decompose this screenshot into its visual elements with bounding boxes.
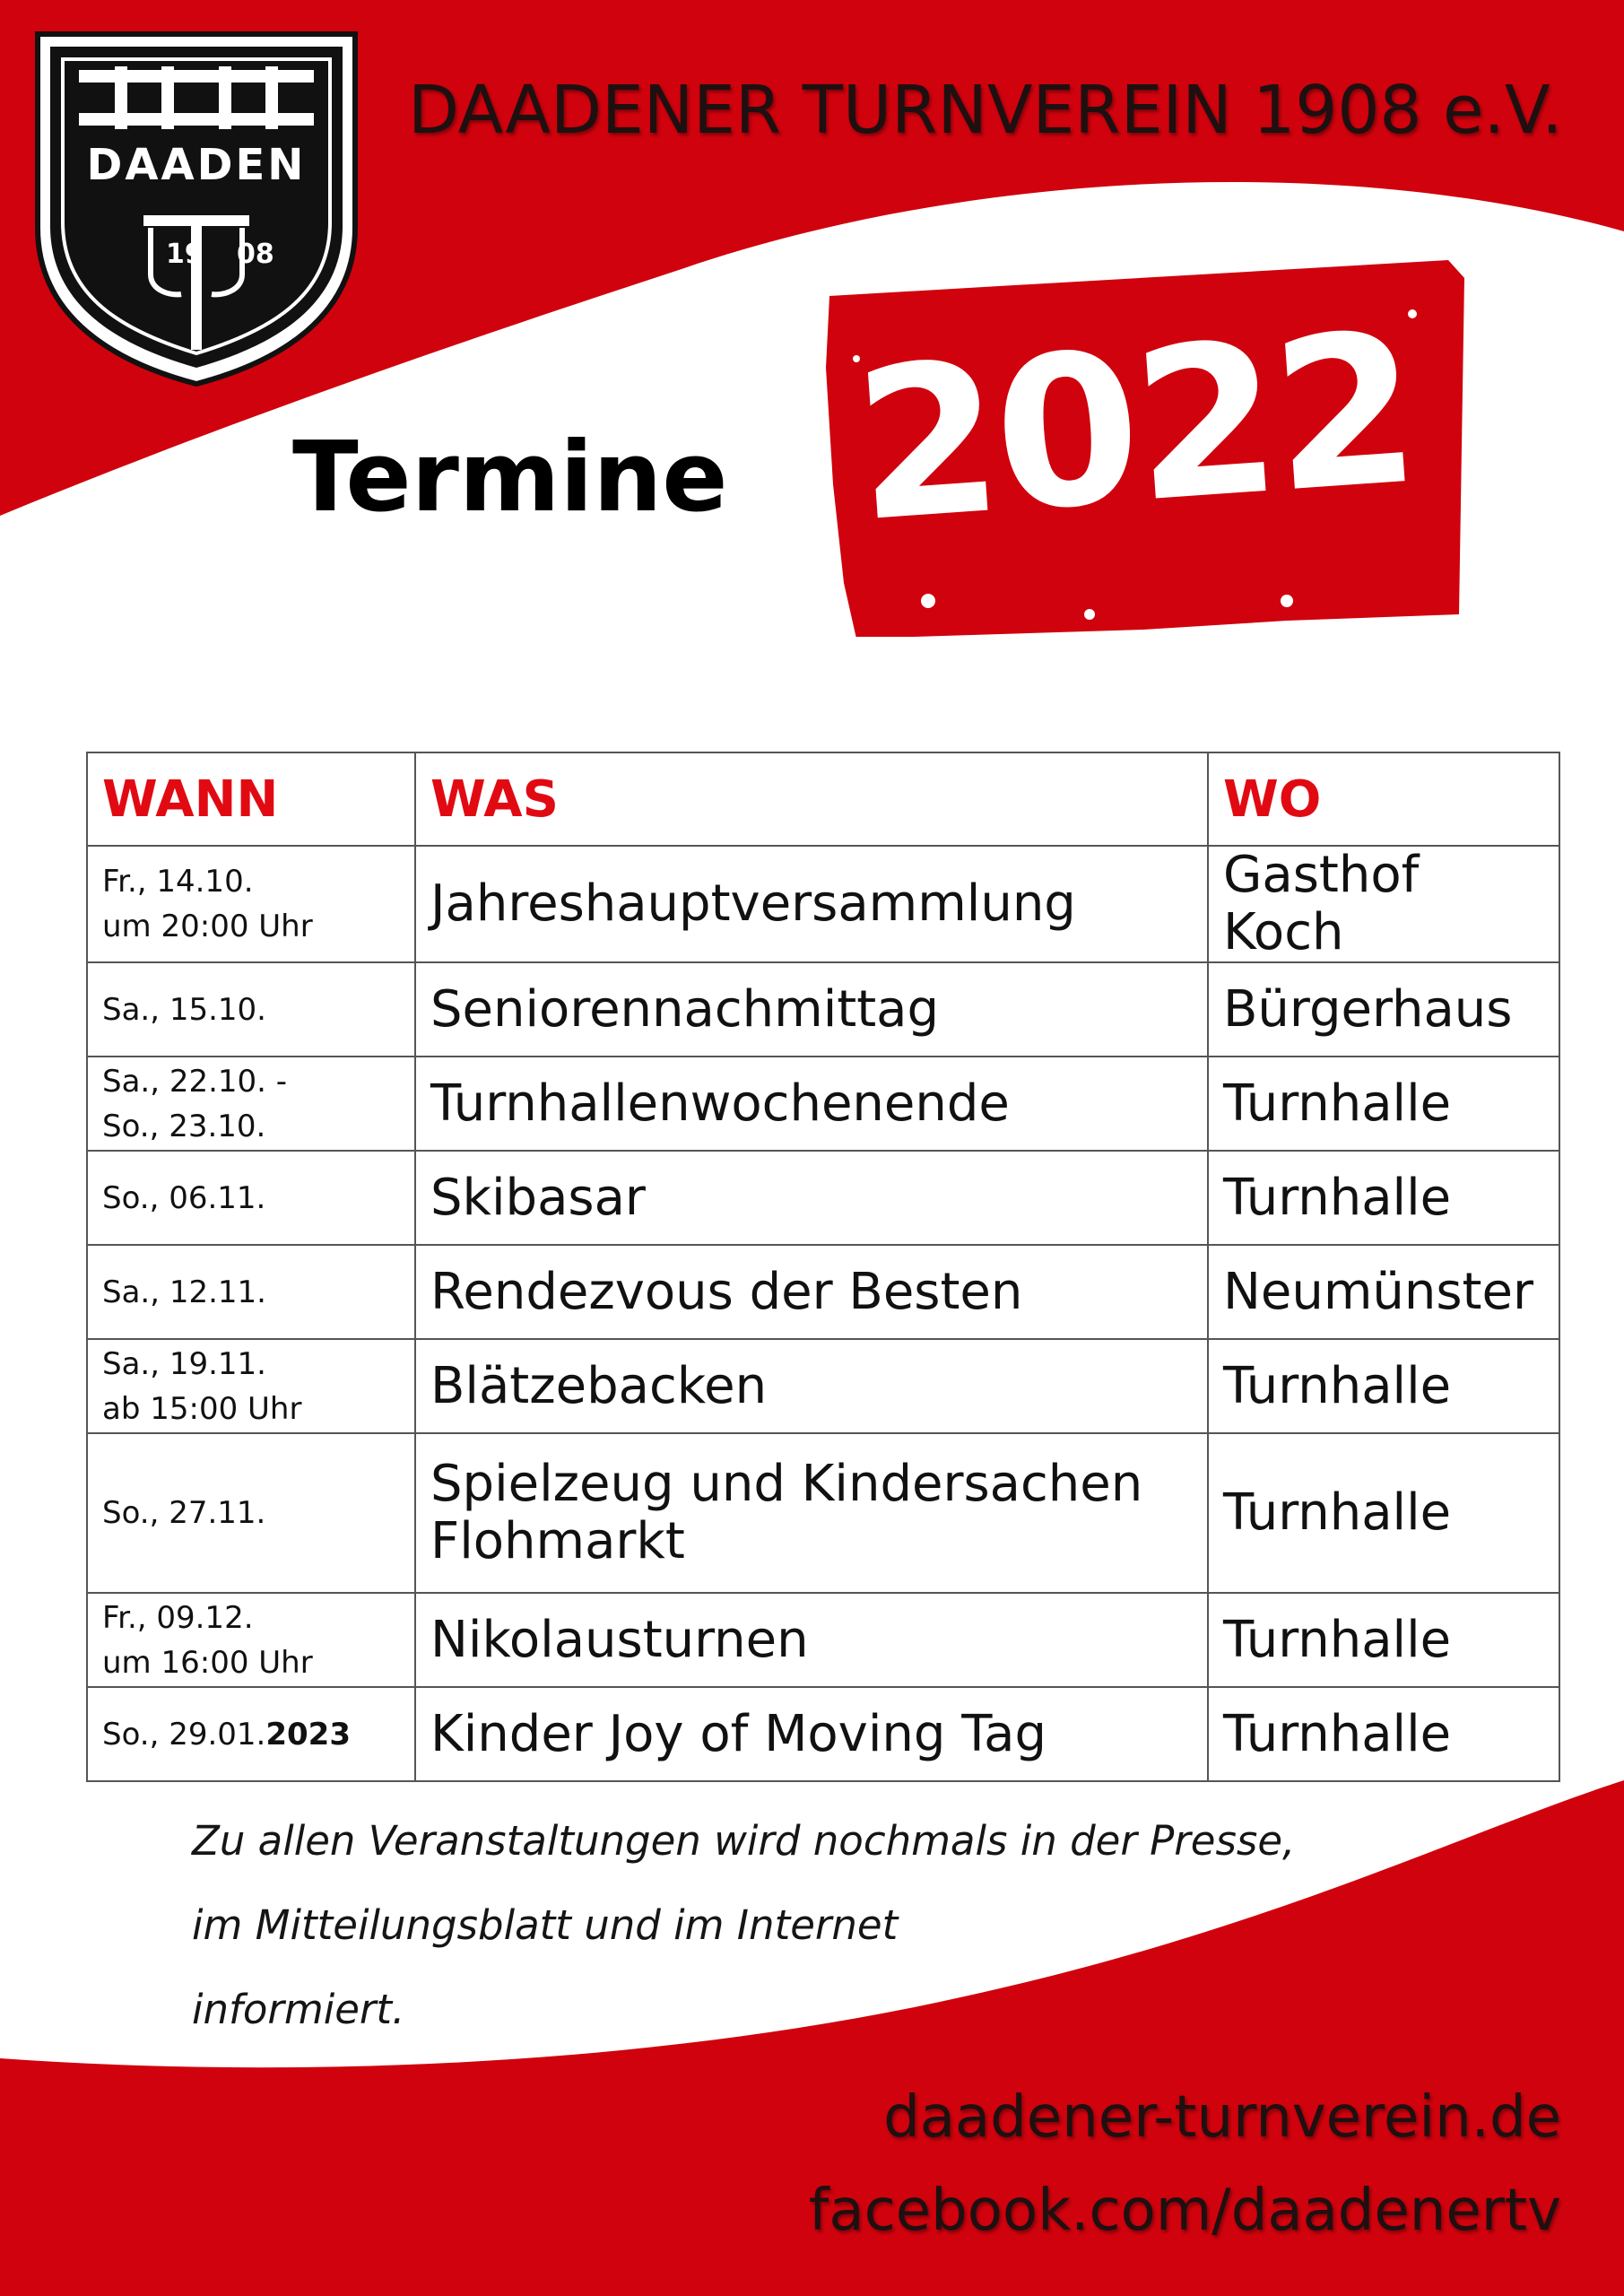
wann-line: So., 27.11.	[102, 1495, 266, 1531]
club-crest	[27, 22, 366, 389]
table-row	[87, 1057, 1559, 1151]
cell-wo: Gasthof Koch	[1208, 846, 1559, 962]
cell-was: Jahreshauptversammlung	[415, 846, 1208, 962]
crest-wordmark: DAADEN	[86, 140, 307, 190]
wann-line: um 20:00 Uhr	[102, 909, 313, 944]
table-row	[87, 1245, 1559, 1339]
cell-wo: Turnhalle	[1208, 1433, 1559, 1593]
wann-date: So., 29.01.	[102, 1716, 266, 1752]
wann-line: So., 23.10.	[102, 1108, 266, 1144]
table-row	[87, 846, 1559, 962]
cell-was	[415, 1433, 1208, 1593]
table-row	[87, 962, 1559, 1057]
cell-wo: Turnhalle	[1208, 1593, 1559, 1687]
year-stamp	[821, 260, 1466, 637]
table-row	[87, 1687, 1559, 1781]
header-was: WAS	[415, 752, 1208, 846]
cell-wann	[87, 1339, 415, 1433]
was-line: Flohmarkt	[430, 1512, 685, 1570]
website-link[interactable]: daadener-turnverein.de	[883, 2084, 1561, 2151]
wann-line: So., 06.11.	[102, 1179, 266, 1216]
cell-wo: Turnhalle	[1208, 1057, 1559, 1151]
table-row	[87, 1339, 1559, 1433]
cell-wann	[87, 1433, 415, 1593]
wann-line: Sa., 12.11.	[102, 1274, 266, 1310]
crest-shield-icon	[27, 22, 366, 389]
cell-wo: Turnhalle	[1208, 1339, 1559, 1433]
wann-line: Sa., 19.11.	[102, 1345, 266, 1382]
was-line: Spielzeug und Kindersachen	[430, 1455, 1143, 1513]
table-row	[87, 1593, 1559, 1687]
cell-was: Blätzebacken	[415, 1339, 1208, 1433]
table-header-row	[87, 752, 1559, 846]
crest-year-right: 08	[237, 239, 274, 270]
wann-year: 2023	[265, 1716, 351, 1752]
wann-line: Sa., 22.10. -	[102, 1063, 288, 1100]
cell-wann	[87, 1245, 415, 1339]
cell-wo: Bürgerhaus	[1208, 962, 1559, 1057]
cell-was: Turnhallenwochenende	[415, 1057, 1208, 1151]
table-row	[87, 1151, 1559, 1245]
notice-line: im Mitteilungsblatt und im Internet	[192, 1901, 899, 1949]
cell-wo: Neumünster	[1208, 1245, 1559, 1339]
cell-was: Rendezvous der Besten	[415, 1245, 1208, 1339]
page-title: Termine	[292, 422, 728, 534]
cell-wann	[87, 1687, 415, 1781]
notice-line: informiert.	[192, 1986, 405, 2033]
cell-was: Nikolausturnen	[415, 1593, 1208, 1687]
facebook-link[interactable]: facebook.com/daadenertv	[808, 2178, 1561, 2244]
header-wo: WO	[1208, 752, 1559, 846]
table-row	[87, 1433, 1559, 1593]
cell-was: Kinder Joy of Moving Tag	[415, 1687, 1208, 1781]
organization-name: DAADENER TURNVEREIN 1908 e.V.	[408, 72, 1563, 149]
wann-line: Fr., 09.12.	[102, 1599, 254, 1636]
wann-line: Fr., 14.10.	[102, 864, 254, 900]
cell-wann	[87, 962, 415, 1057]
cell-wann	[87, 846, 415, 962]
cell-wann	[87, 1057, 415, 1151]
cell-was: Seniorennachmittag	[415, 962, 1208, 1057]
wann-line: Sa., 15.10.	[102, 991, 266, 1028]
year-stamp-text: 2022	[847, 287, 1421, 569]
cell-wann	[87, 1593, 415, 1687]
wann-line: ab 15:00 Uhr	[102, 1390, 302, 1427]
notice-line: Zu allen Veranstaltungen wird nochmals in der Presse,	[192, 1817, 1296, 1865]
cell-wo: Turnhalle	[1208, 1151, 1559, 1245]
notice-text	[192, 1799, 1447, 2052]
cell-wo: Turnhalle	[1208, 1687, 1559, 1781]
wann-line: um 16:00 Uhr	[102, 1644, 313, 1681]
crest-year-left: 19	[166, 239, 204, 270]
header-wann: WANN	[87, 752, 415, 846]
cell-was: Skibasar	[415, 1151, 1208, 1245]
cell-wann	[87, 1151, 415, 1245]
events-table	[86, 752, 1560, 1782]
